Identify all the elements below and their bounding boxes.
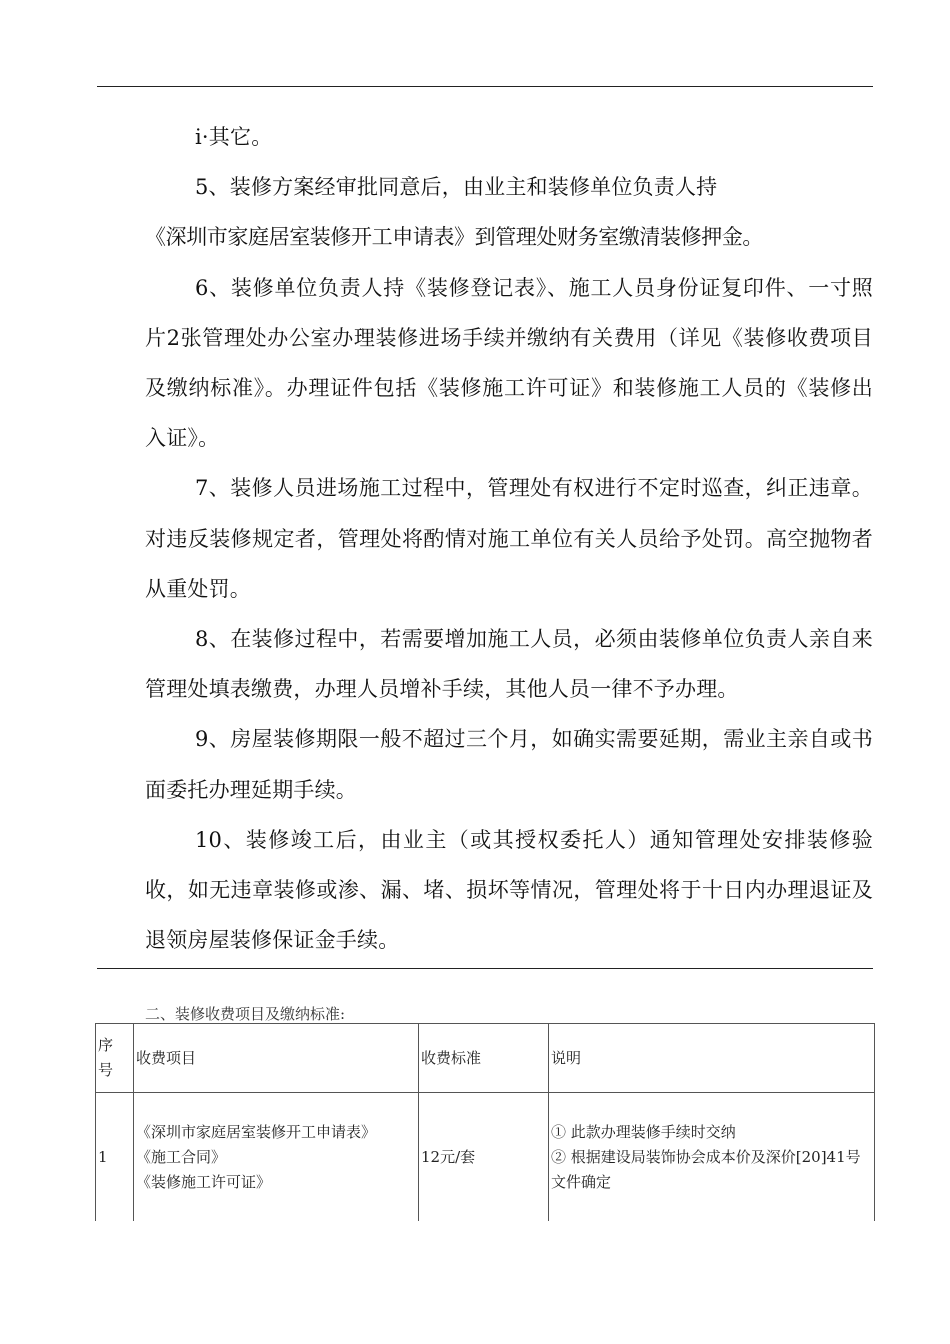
paragraph-10: 10、装修竣工后，由业主（或其授权委托人）通知管理处安排装修验收，如无违章装修或渗、漏、堵、损坏等情况，管理处将于十日内办理退证及退领房屋装修保证金手续。 [145,827,873,953]
paragraph-7: 7、装修人员进场施工过程中，管理处有权进行不定时巡查，纠正违章。对违反装修规定者，管理处将酌情对施工单位有关人员给予处罚。高空抛物者从重处罚。 [145,476,873,601]
row-item: 《装修施工许可证》 [136,1172,272,1191]
paragraph-5-line1: 5、装修方案经审批同意后，由业主和装修单位负责人持 [195,175,718,200]
header-no-bottom: 号 [98,1061,114,1079]
fee-table [95,1023,875,1221]
header-cell-no [96,1024,134,1093]
header-cell-note: 说明 [549,1024,875,1093]
row-note: ② 根据建设局装饰协会成本价及深价[20]41号文件确定 [551,1147,861,1191]
paragraph-6: 6、装修单位负责人持《装修登记表》、施工人员身份证复印件、一寸照片2张管理处办公室办理装修进场手续并缴纳有关费用（详见《装修收费项目及缴纳标准》。办理证件包括《装修施工许可证》和装修施工人员的《装修出入证》。 [145,275,873,451]
row-items [134,1093,419,1222]
row-item: 《施工合同》 [136,1147,227,1166]
row-notes [549,1093,875,1222]
header-rule [97,86,873,87]
fee-table-header-row [96,1024,875,1093]
row-note: ① 此款办理装修手续时交纳 [551,1122,736,1141]
header-cell-standard: 收费标准 [419,1024,549,1093]
body-text [145,112,873,965]
paragraph-9: 9、房屋装修期限一般不超过三个月，如确实需要延期，需业主亲自或书面委托办理延期手续。 [145,727,873,802]
row-no: 1 [96,1093,134,1222]
header-cell-item: 收费项目 [134,1024,419,1093]
paragraph-8: 8、在装修过程中，若需要增加施工人员，必须由装修单位负责人亲自来管理处填表缴费，办理人员增补手续，其他人员一律不予办理。 [145,627,873,702]
paragraph-other: i·其它。 [195,125,273,149]
section-rule [97,968,873,969]
row-item: 《深圳市家庭居室装修开工申请表》 [136,1122,377,1141]
fee-table-title: 二、装修收费项目及缴纳标准: [145,1005,346,1023]
table-row [96,1093,875,1222]
paragraph-5-line2: 《深圳市家庭居室装修开工申请表》到管理处财务室缴清装修押金。 [145,225,763,250]
header-no-top: 序 [98,1036,114,1054]
row-standard: 12元/套 [419,1093,549,1222]
